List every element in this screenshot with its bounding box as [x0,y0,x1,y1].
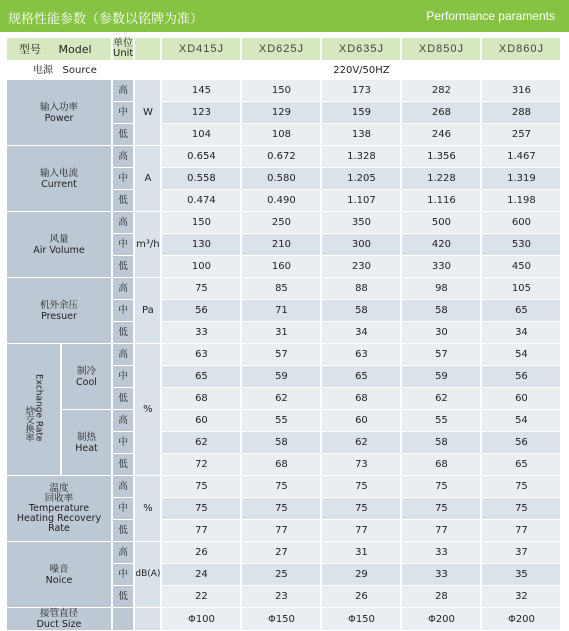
sub-label-zh: 制冷 [76,365,96,377]
duct-label-zh: 接管直径 [39,608,78,619]
value-cell: 31 [242,322,320,344]
model-name: XD625J [242,38,320,61]
group-label [7,608,111,631]
blank-cell [135,608,160,631]
unit-cell: Pa [135,278,160,344]
value-cell: 75 [482,476,560,498]
value-cell: 24 [162,564,240,586]
blank-cell [113,608,133,631]
level-label: 低 [113,520,133,542]
value-cell: 77 [322,520,400,542]
value-cell: 59 [242,366,320,388]
value-cell: 63 [162,344,240,366]
group-label-en: Air Volume [33,244,85,256]
value-cell: 104 [162,124,240,146]
level-label: 高 [113,278,133,300]
temp-label-en2: Heating Recovery Rate [16,512,102,534]
exchange-label-en: Exchange Rate [33,374,44,442]
table-row [7,80,560,102]
value-cell: 150 [162,212,240,234]
unit-cell: W [135,80,160,146]
value-cell: 288 [482,102,560,124]
temp-label-zh1: 温度 [49,482,69,494]
value-cell: 75 [242,476,320,498]
group-label [7,278,111,344]
value-cell: 35 [482,564,560,586]
value-cell: 55 [242,410,320,432]
value-cell: 71 [242,300,320,322]
table-row [7,476,560,498]
table-row [7,212,560,234]
noise-label-zh: 噪音 [49,563,69,575]
value-cell: 330 [402,256,480,278]
value-cell: 75 [482,498,560,520]
value-cell: 77 [242,520,320,542]
level-label: 高 [113,476,133,498]
value-cell: 1.467 [482,146,560,168]
value-cell: 62 [402,388,480,410]
model-name: XD635J [322,38,400,61]
value-cell: 88 [322,278,400,300]
value-cell: 56 [482,432,560,454]
value-cell: Φ200 [482,608,560,631]
source-label-en: Source [62,64,97,76]
header-title-zh: 规格性能参数（参数以铭牌为准） [8,12,204,27]
temp-label-en1: Temperature [28,502,90,514]
value-cell: 108 [242,124,320,146]
value-cell: 62 [242,388,320,410]
value-cell: 75 [242,498,320,520]
level-label: 高 [113,212,133,234]
value-cell: 1.198 [482,190,560,212]
value-cell: 68 [162,388,240,410]
value-cell: 150 [242,80,320,102]
group-label [7,476,111,542]
value-cell: 0.474 [162,190,240,212]
level-label: 高 [113,146,133,168]
value-cell: 58 [402,300,480,322]
level-label: 低 [113,190,133,212]
value-cell: 25 [242,564,320,586]
unit-cell: m³/h [135,212,160,278]
value-cell: 130 [162,234,240,256]
duct-label-en: Duct Size [36,619,82,630]
level-label: 低 [113,586,133,608]
value-cell: 210 [242,234,320,256]
value-cell: 29 [322,564,400,586]
unit-cell: dB(A) [135,542,160,608]
value-cell: 68 [242,454,320,476]
value-cell: 77 [162,520,240,542]
value-cell: 75 [322,476,400,498]
value-cell: 75 [162,498,240,520]
value-cell: 1.356 [402,146,480,168]
table-row [7,344,560,366]
value-cell: Φ100 [162,608,240,631]
source-value: 220V/50HZ [162,61,560,80]
value-cell: 530 [482,234,560,256]
sub-label-en: Cool [76,376,97,388]
group-label [7,80,111,146]
value-cell: 0.490 [242,190,320,212]
table-row [7,278,560,300]
unit-cell: A [135,146,160,212]
unit-label-zh: 单位 [113,38,134,49]
value-cell: 68 [322,388,400,410]
header-title-en: Performance paraments [426,9,555,23]
level-label: 高 [113,410,133,432]
value-cell: 34 [322,322,400,344]
value-cell: 58 [402,432,480,454]
table-row [7,542,560,564]
sub-label [62,410,111,476]
value-cell: 173 [322,80,400,102]
value-cell: 282 [402,80,480,102]
level-label: 中 [113,168,133,190]
value-cell: 26 [322,586,400,608]
noise-label-en: Noice [45,574,73,586]
group-label-zh: 机外余压 [39,299,78,311]
level-label: 低 [113,124,133,146]
value-cell: 1.328 [322,146,400,168]
value-cell: 33 [162,322,240,344]
unit-label-en: Unit [113,48,134,59]
value-cell: 33 [402,564,480,586]
value-cell: 23 [242,586,320,608]
value-cell: 1.319 [482,168,560,190]
group-label-en: Power [44,112,74,124]
value-cell: 55 [402,410,480,432]
value-cell: 85 [242,278,320,300]
value-cell: 105 [482,278,560,300]
value-cell: 77 [402,520,480,542]
level-label: 低 [113,388,133,410]
table-row [7,410,560,432]
spec-table [5,38,562,631]
value-cell: 230 [322,256,400,278]
value-cell: 37 [482,542,560,564]
value-cell: 0.654 [162,146,240,168]
value-cell: 60 [322,410,400,432]
level-label: 中 [113,234,133,256]
value-cell: 57 [242,344,320,366]
group-label [7,212,111,278]
model-name: XD850J [402,38,480,61]
value-cell: 72 [162,454,240,476]
value-cell: 350 [322,212,400,234]
value-cell: 34 [482,322,560,344]
value-cell: 77 [482,520,560,542]
duct-row [7,608,560,631]
value-cell: 31 [322,542,400,564]
group-label-zh: 风量 [49,233,69,245]
table-row [7,146,560,168]
value-cell: 75 [402,476,480,498]
value-cell: 68 [402,454,480,476]
value-cell: 62 [162,432,240,454]
value-cell: 33 [402,542,480,564]
value-cell: 600 [482,212,560,234]
value-cell: 316 [482,80,560,102]
unit-label [113,38,133,61]
source-row [7,61,560,80]
group-label-en: Presuer [41,310,77,322]
source-label [7,61,160,80]
value-cell: Φ200 [402,608,480,631]
value-cell: 62 [322,432,400,454]
page-header [0,0,569,32]
value-cell: 57 [402,344,480,366]
level-label: 中 [113,366,133,388]
value-cell: 58 [322,300,400,322]
value-cell: Φ150 [322,608,400,631]
sub-label-en: Heat [75,442,98,454]
level-label: 高 [113,542,133,564]
level-label: 低 [113,322,133,344]
level-label: 高 [113,344,133,366]
value-cell: 1.107 [322,190,400,212]
value-cell: 160 [242,256,320,278]
value-cell: 56 [482,366,560,388]
value-cell: 129 [242,102,320,124]
value-cell: 100 [162,256,240,278]
group-label-zh: 输入功率 [39,101,78,113]
value-cell: 138 [322,124,400,146]
value-cell: 145 [162,80,240,102]
value-cell: 73 [322,454,400,476]
temp-label-zh2: 回收率 [44,492,74,504]
exchange-label [7,344,60,476]
value-cell: 28 [402,586,480,608]
value-cell: 65 [482,454,560,476]
value-cell: 63 [322,344,400,366]
value-cell: 257 [482,124,560,146]
value-cell: 0.672 [242,146,320,168]
unit-cell: % [135,344,160,476]
value-cell: 54 [482,344,560,366]
value-cell: 30 [402,322,480,344]
value-cell: 58 [242,432,320,454]
level-label: 低 [113,454,133,476]
source-label-zh: 电源 [33,64,53,76]
level-label: 低 [113,256,133,278]
value-cell: 250 [242,212,320,234]
value-cell: 22 [162,586,240,608]
value-cell: 0.580 [242,168,320,190]
level-label: 中 [113,432,133,454]
value-cell: 26 [162,542,240,564]
value-cell: Φ150 [242,608,320,631]
model-label-zh: 型号 [19,42,41,56]
group-label [7,146,111,212]
value-cell: 450 [482,256,560,278]
value-cell: 0.558 [162,168,240,190]
value-cell: 65 [162,366,240,388]
level-label: 中 [113,102,133,124]
value-cell: 75 [322,498,400,520]
value-cell: 54 [482,410,560,432]
value-cell: 98 [402,278,480,300]
model-name: XD860J [482,38,560,61]
value-cell: 268 [402,102,480,124]
value-cell: 65 [322,366,400,388]
group-label [7,542,111,608]
value-cell: 27 [242,542,320,564]
value-cell: 1.116 [402,190,480,212]
value-cell: 75 [162,278,240,300]
model-label [7,38,111,61]
value-cell: 1.205 [322,168,400,190]
value-cell: 246 [402,124,480,146]
group-label-en: Current [41,178,77,190]
level-label: 中 [113,498,133,520]
value-cell: 159 [322,102,400,124]
value-cell: 59 [402,366,480,388]
model-name: XD415J [162,38,240,61]
value-cell: 60 [482,388,560,410]
group-label-zh: 输入电流 [39,167,78,179]
value-cell: 65 [482,300,560,322]
value-cell: 56 [162,300,240,322]
value-cell: 32 [482,586,560,608]
table-header-row [7,38,560,61]
value-cell: 60 [162,410,240,432]
sub-label [62,344,111,410]
blank-head [135,38,160,61]
model-label-en: Model [58,42,92,56]
level-label: 高 [113,80,133,102]
value-cell: 300 [322,234,400,256]
value-cell: 500 [402,212,480,234]
level-label: 中 [113,300,133,322]
unit-cell: % [135,476,160,542]
value-cell: 75 [162,476,240,498]
value-cell: 420 [402,234,480,256]
value-cell: 123 [162,102,240,124]
value-cell: 75 [402,498,480,520]
sub-label-zh: 制热 [76,431,96,443]
value-cell: 1.228 [402,168,480,190]
exchange-label-zh: 焓交换率 [23,405,34,442]
level-label: 中 [113,564,133,586]
